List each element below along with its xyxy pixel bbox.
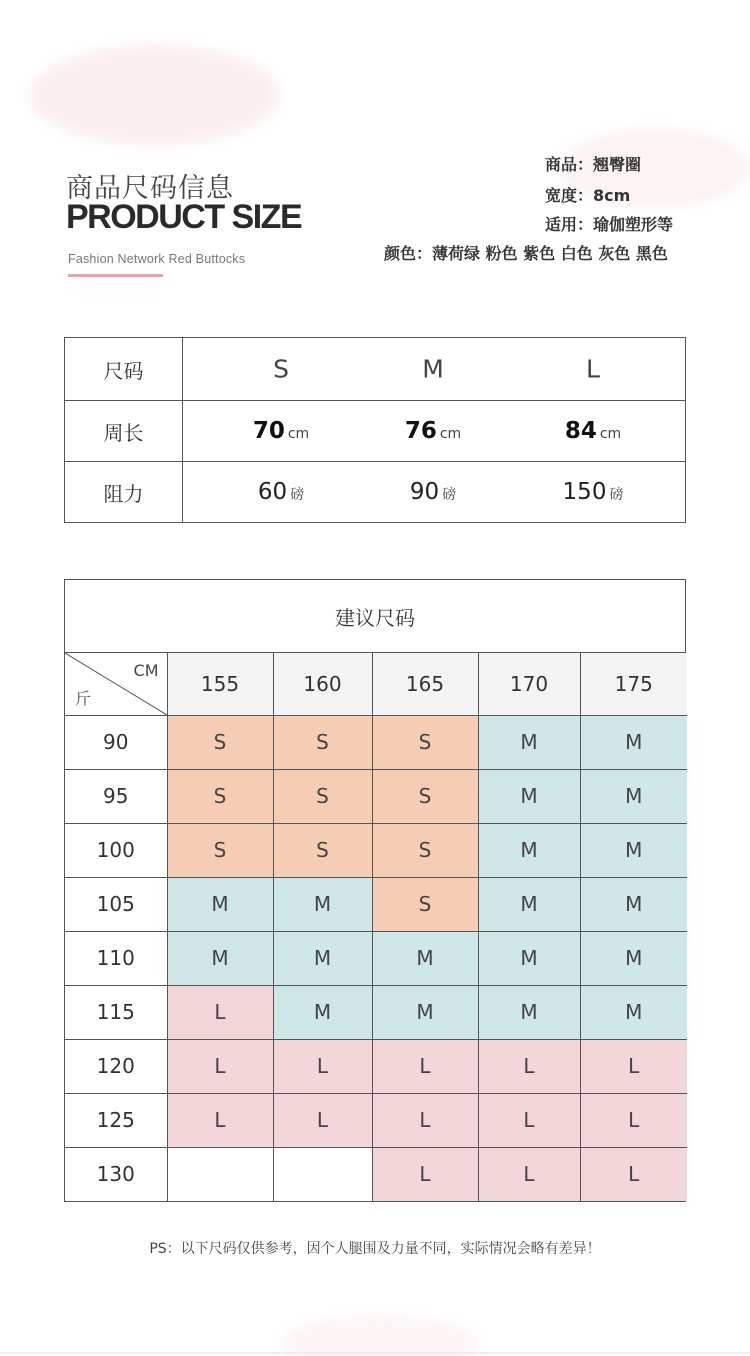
height-header-row	[65, 653, 687, 715]
size-l: L	[586, 354, 600, 384]
resistance-s	[258, 479, 304, 505]
height-header: 175	[580, 653, 687, 715]
weight-row	[65, 1093, 687, 1147]
size-cell: S	[167, 769, 273, 823]
info-width-label: 宽度：	[545, 186, 594, 205]
weight-label: 95	[65, 769, 167, 823]
size-cell: M	[478, 877, 580, 931]
info-use-label: 适用：	[545, 215, 594, 234]
perimeter-m	[405, 418, 461, 444]
size-cell: M	[580, 931, 687, 985]
weight-row	[65, 1039, 687, 1093]
weight-row	[65, 715, 687, 769]
size-cell: L	[580, 1093, 687, 1147]
info-use-value: 瑜伽塑形等	[593, 215, 674, 234]
weight-label: 90	[65, 715, 167, 769]
size-cell: M	[478, 931, 580, 985]
weight-row	[65, 823, 687, 877]
size-cell: L	[273, 1039, 372, 1093]
resistance-label: 阻力	[65, 462, 183, 523]
size-row	[65, 338, 686, 401]
size-cell: L	[273, 1093, 372, 1147]
weight-row	[65, 1147, 687, 1201]
weight-label: 130	[65, 1147, 167, 1201]
decor-blob	[30, 45, 280, 145]
resistance-l-unit: 磅	[609, 487, 624, 503]
bottom-divider	[0, 1352, 750, 1354]
page-title-en: PRODUCT SIZE	[66, 198, 302, 236]
weight-label: 105	[65, 877, 167, 931]
weight-label: 115	[65, 985, 167, 1039]
size-cell: S	[167, 823, 273, 877]
info-color-value: 薄荷绿 粉色 紫色 白色 灰色 黑色	[432, 244, 668, 263]
size-cell: M	[580, 877, 687, 931]
size-cell: M	[478, 715, 580, 769]
size-cell: L	[372, 1147, 478, 1201]
size-table	[64, 337, 686, 523]
recommend-title: 建议尺码	[65, 580, 685, 653]
size-cell: M	[580, 985, 687, 1039]
size-cell: S	[273, 823, 372, 877]
size-cell	[167, 1147, 273, 1201]
size-cell: L	[478, 1147, 580, 1201]
size-cell: L	[167, 1093, 273, 1147]
perimeter-m-unit: cm	[439, 426, 462, 442]
resistance-m-unit: 磅	[442, 487, 457, 503]
height-header: 170	[478, 653, 580, 715]
weight-label: 110	[65, 931, 167, 985]
size-cell: M	[580, 823, 687, 877]
size-cell: M	[478, 985, 580, 1039]
size-cell: L	[167, 1039, 273, 1093]
weight-row	[65, 931, 687, 985]
perimeter-values	[183, 401, 686, 462]
perimeter-row	[65, 401, 686, 462]
info-product-value: 翘臀圈	[593, 155, 642, 174]
info-use	[545, 212, 673, 235]
resistance-l-value: 150	[562, 479, 607, 505]
weight-label: 100	[65, 823, 167, 877]
weight-label: 120	[65, 1039, 167, 1093]
recommend-table	[64, 579, 686, 1202]
size-cell: M	[372, 931, 478, 985]
page-subtitle: Fashion Network Red Buttocks	[68, 252, 246, 266]
size-cell: M	[167, 877, 273, 931]
weight-row	[65, 769, 687, 823]
size-cell: M	[580, 769, 687, 823]
size-cell: M	[580, 715, 687, 769]
weight-row	[65, 985, 687, 1039]
perimeter-label: 周长	[65, 401, 183, 462]
height-header: 155	[167, 653, 273, 715]
corner-cell	[65, 653, 167, 715]
size-label: 尺码	[65, 338, 183, 401]
info-width-value: 8cm	[593, 186, 631, 205]
resistance-m	[410, 479, 456, 505]
corner-jin-label: 斤	[75, 688, 92, 708]
perimeter-s-unit: cm	[287, 426, 310, 442]
footnote: PS：以下尺码仅供参考，因个人腿围及力量不同，实际情况会略有差异！	[149, 1241, 601, 1257]
perimeter-m-value: 76	[404, 418, 437, 444]
weight-row	[65, 877, 687, 931]
size-s: S	[273, 354, 289, 384]
size-cell: L	[478, 1039, 580, 1093]
resistance-s-unit: 磅	[290, 487, 305, 503]
perimeter-l-value: 84	[564, 418, 597, 444]
height-header: 165	[372, 653, 478, 715]
resistance-l	[563, 479, 624, 505]
info-color-label: 颜色：	[384, 244, 433, 263]
size-cell: S	[372, 877, 478, 931]
size-cell: S	[273, 715, 372, 769]
size-cell: S	[372, 715, 478, 769]
info-product	[545, 152, 641, 175]
size-cell: M	[273, 931, 372, 985]
resistance-row	[65, 462, 686, 523]
size-cell: S	[372, 823, 478, 877]
decor-blob	[280, 1315, 480, 1356]
size-cell: M	[167, 931, 273, 985]
info-width	[545, 183, 630, 206]
resistance-m-value: 90	[409, 479, 440, 505]
size-cell: S	[273, 769, 372, 823]
size-cell: S	[167, 715, 273, 769]
size-cell: M	[478, 769, 580, 823]
info-product-label: 商品：	[545, 155, 594, 174]
size-cell: L	[580, 1147, 687, 1201]
corner-cm-label: CM	[133, 661, 159, 680]
size-cell: M	[273, 877, 372, 931]
size-cell: L	[478, 1093, 580, 1147]
recommend-grid	[65, 653, 687, 1201]
perimeter-s-value: 70	[252, 418, 285, 444]
size-cell: M	[372, 985, 478, 1039]
info-color	[384, 241, 668, 264]
size-cell: L	[580, 1039, 687, 1093]
perimeter-s	[253, 418, 309, 444]
weight-label: 125	[65, 1093, 167, 1147]
size-m: M	[422, 354, 444, 384]
size-cell: L	[167, 985, 273, 1039]
size-cell: L	[372, 1039, 478, 1093]
perimeter-l-unit: cm	[599, 426, 622, 442]
perimeter-l	[565, 418, 621, 444]
size-values	[183, 338, 686, 401]
height-header: 160	[273, 653, 372, 715]
size-cell	[273, 1147, 372, 1201]
size-cell: L	[372, 1093, 478, 1147]
resistance-s-value: 60	[257, 479, 288, 505]
resistance-values	[183, 462, 686, 523]
size-cell: M	[478, 823, 580, 877]
title-underline	[68, 274, 163, 277]
size-cell: S	[372, 769, 478, 823]
size-cell: M	[273, 985, 372, 1039]
page-title-cn: 商品尺码信息	[66, 173, 234, 204]
